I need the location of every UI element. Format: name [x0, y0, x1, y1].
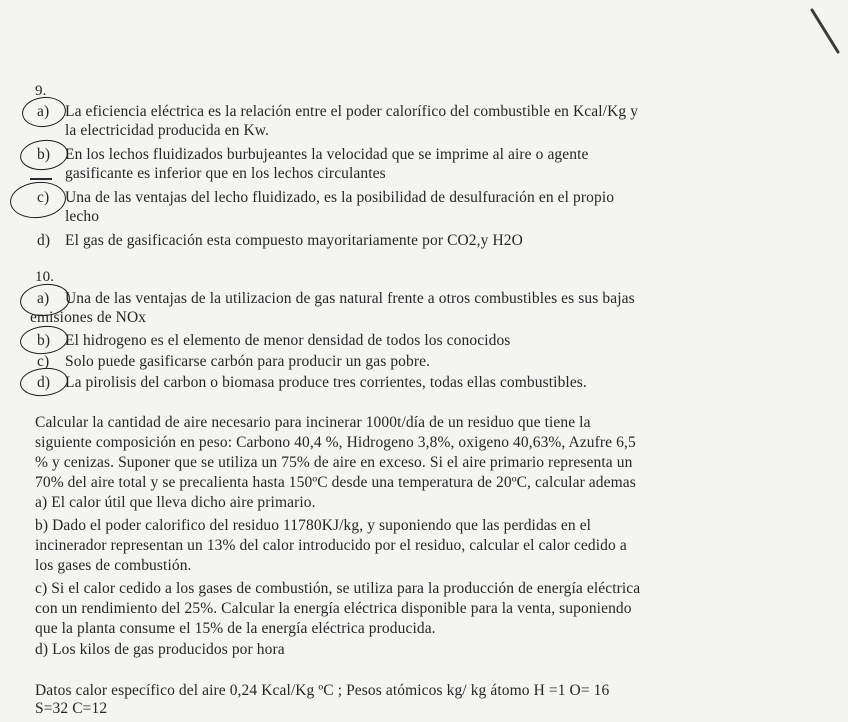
- q9-option-c-marker: c): [37, 189, 50, 206]
- q10-d-circle-mark: [19, 366, 70, 399]
- question-10-number: 10.: [35, 269, 55, 285]
- data-line-2: S=32 C=12: [35, 700, 108, 717]
- problem-part-b-line2: incinerador representan un 13% del calor introducido por el residuo, calcular el calor cedido a: [35, 537, 627, 554]
- data-line-1: Datos calor específico del aire 0,24 Kcal/Kg ºC ; Pesos atómicos kg/ kg átomo H =1 O= 16: [35, 682, 610, 699]
- problem-part-c-line1: c) Si el calor cedido a los gases de combustión, se utiliza para la producción de energía eléctrica: [35, 580, 641, 597]
- q9-option-a-line1: La eficiencia eléctrica es la relación entre el poder calorífico del combustible en Kcal/Kg y: [65, 103, 639, 120]
- problem-part-b-line1: b) Dado el poder calorifico del residuo 11780KJ/kg, y suponiendo que las perdidas en el: [35, 517, 592, 534]
- problem-part-d: d) Los kilos de gas producidos por hora: [35, 641, 285, 658]
- q10-option-d-marker: d): [37, 374, 51, 391]
- q9-c-circle-mark: [8, 179, 67, 221]
- q9-option-b-marker: b): [37, 146, 51, 163]
- q9-b-circle-mark: [19, 138, 70, 173]
- pen-stroke-mark: [808, 8, 844, 56]
- q9-option-b-line2: gasificante es inferior que en los lechos circulantes: [65, 165, 386, 182]
- q9-a-circle-mark: [21, 95, 68, 129]
- problem-line-1: Calcular la cantidad de aire necesario para incinerar 1000t/día de un residuo que tiene la: [35, 414, 591, 431]
- q10-option-a-marker: a): [37, 290, 50, 307]
- problem-line-2: siguiente composición en peso: Carbono 40,4 %, Hidrogeno 3,8%, oxigeno 40,63%, Azufre 6,5: [35, 434, 636, 451]
- problem-line-4: 70% del aire total y se precalienta hasta 150ºC desde una temperatura de 20ºC, calcular ademas: [35, 474, 636, 491]
- q10-b-circle-mark: [19, 324, 70, 357]
- q9-b-underline-mark: [30, 178, 52, 180]
- problem-line-3: % y cenizas. Suponer que se utiliza un 75% de aire en exceso. Si el aire primario representa un: [35, 454, 633, 471]
- q10-option-a-line1: Una de las ventajas de la utilizacion de gas natural frente a otros combustibles es sus bajas: [65, 290, 635, 307]
- q9-option-a-marker: a): [37, 103, 50, 120]
- problem-part-c-line2: con un rendimiento del 25%. Calcular la energía eléctrica disponible para la venta, suponiendo: [35, 600, 632, 617]
- q9-option-d-line1: El gas de gasificación esta compuesto mayoritariamente por CO2,y H2O: [65, 232, 523, 249]
- q9-option-d-marker: d): [37, 232, 51, 249]
- q9-option-c-line2: lecho: [65, 208, 100, 225]
- problem-part-c-line3: que la planta consume el 15% de la energía eléctrica producida.: [35, 620, 436, 637]
- q10-option-c-marker: c): [37, 353, 50, 370]
- q10-option-d-line1: La pirolisis del carbon o biomasa produce tres corrientes, todas ellas combustibles.: [65, 374, 587, 391]
- q10-option-c-line1: Solo puede gasificarse carbón para producir un gas pobre.: [65, 353, 431, 370]
- q10-option-b-marker: b): [37, 332, 51, 349]
- problem-part-b-line3: los gases de combustión.: [35, 557, 192, 574]
- q10-option-b-line1: El hidrogeno es el elemento de menor densidad de todos los conocidos: [65, 332, 511, 349]
- problem-part-a: a) El calor útil que lleva dicho aire primario.: [35, 494, 316, 511]
- q9-option-a-line2: la electricidad producida en Kw.: [65, 122, 270, 139]
- q10-option-a-line2: emisiones de NOx: [30, 309, 147, 326]
- q9-option-c-line1: Una de las ventajas del lecho fluidizado, es la posibilidad de desulfuración en el propio: [65, 189, 615, 206]
- q9-option-b-line1: En los lechos fluidizados burbujeantes la velocidad que se imprime al aire o agente: [65, 146, 589, 163]
- question-9-number: 9.: [35, 83, 47, 99]
